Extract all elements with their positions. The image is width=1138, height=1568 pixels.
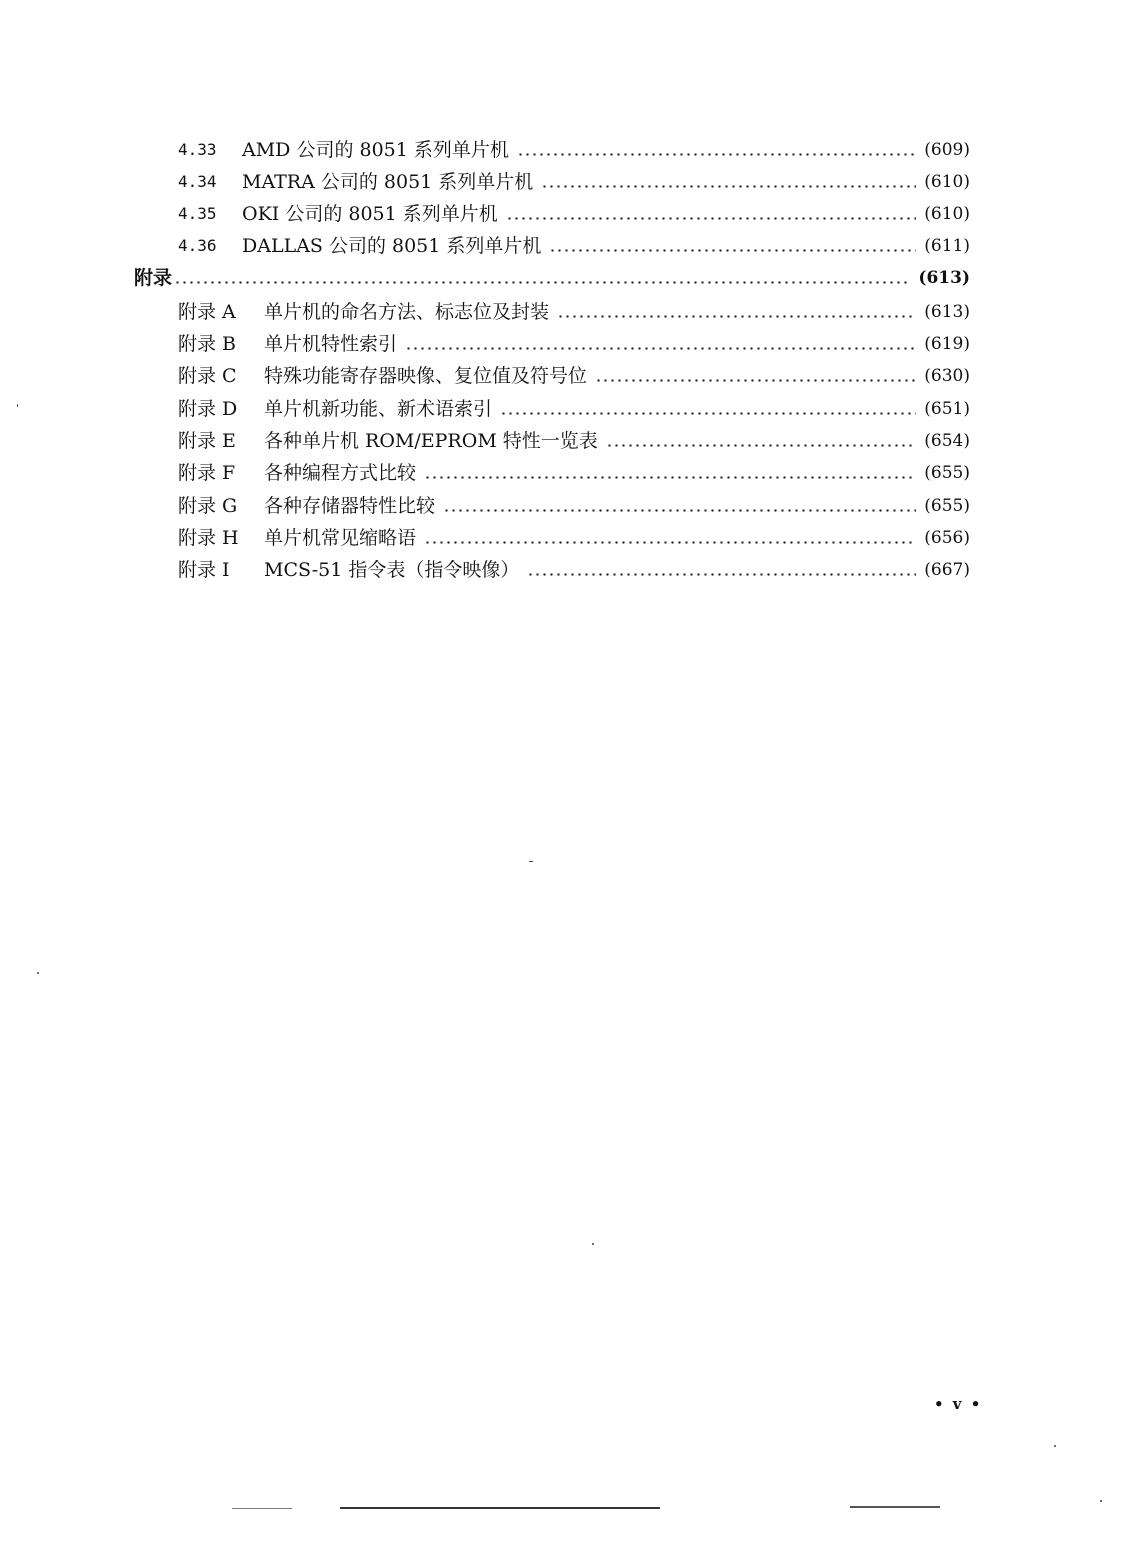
toc-entry[interactable] <box>178 522 970 550</box>
toc-entry[interactable] <box>178 328 970 356</box>
appendix-label: 附录 I <box>178 559 230 581</box>
page-reference: (630) <box>924 366 970 386</box>
dot-leader <box>549 249 916 252</box>
dot-leader <box>606 444 916 447</box>
toc-entry[interactable] <box>178 166 970 194</box>
page-reference: (654) <box>924 431 970 451</box>
section-number: 4.35 <box>178 204 217 223</box>
scan-speck <box>17 404 18 407</box>
scan-speck <box>1100 1500 1102 1502</box>
toc-entry[interactable] <box>178 230 970 258</box>
appendix-title: 各种存储器特性比较 <box>264 495 436 517</box>
appendix-label: 附录 E <box>178 430 236 452</box>
toc-entry[interactable] <box>178 360 970 388</box>
scan-speck <box>592 1243 594 1245</box>
dot-leader <box>527 573 916 576</box>
dot-leader <box>500 412 916 415</box>
toc-entry[interactable] <box>178 134 970 162</box>
toc-entry[interactable] <box>178 554 970 582</box>
toc-entry[interactable] <box>178 490 970 518</box>
section-title: MATRA 公司的 8051 系列单片机 <box>242 171 534 193</box>
toc-entry-appendix[interactable] <box>134 262 970 290</box>
scan-edge-line <box>340 1507 660 1509</box>
scan-speck <box>37 972 39 974</box>
dot-leader <box>443 509 916 512</box>
scan-speck <box>1054 1445 1056 1447</box>
appendix-label: 附录 D <box>178 398 238 420</box>
appendix-title: 各种编程方式比较 <box>264 462 417 484</box>
appendix-title: 各种单片机 ROM/EPROM 特性一览表 <box>264 430 598 452</box>
page-reference: (655) <box>924 463 970 483</box>
dot-leader <box>541 185 916 188</box>
toc-entry[interactable] <box>178 425 970 453</box>
page-reference: (610) <box>924 172 970 192</box>
dot-leader <box>517 153 916 156</box>
appendix-title: 单片机常见缩略语 <box>264 527 417 549</box>
appendix-title: MCS-51 指令表（指令映像） <box>264 559 520 581</box>
page-reference: (667) <box>924 560 970 580</box>
page-reference: (619) <box>924 334 970 354</box>
toc-entry[interactable] <box>178 198 970 226</box>
page-reference: (655) <box>924 496 970 516</box>
scan-speck <box>529 861 533 862</box>
toc-entry[interactable] <box>178 393 970 421</box>
dot-leader <box>424 541 916 544</box>
appendix-title: 特殊功能寄存器映像、复位值及符号位 <box>264 365 588 387</box>
scan-edge-line <box>850 1506 940 1508</box>
toc-entry[interactable] <box>178 457 970 485</box>
chapter-title: 附录 <box>134 267 173 289</box>
scan-edge-line <box>232 1508 292 1509</box>
page-reference: (656) <box>924 528 970 548</box>
appendix-title: 单片机特性索引 <box>264 333 398 355</box>
page-reference: (609) <box>924 140 970 160</box>
page-reference: (613) <box>924 302 970 322</box>
page-reference: (613) <box>918 268 970 288</box>
page-reference: (651) <box>924 399 970 419</box>
appendix-label: 附录 G <box>178 495 238 517</box>
appendix-title: 单片机的命名方法、标志位及封装 <box>264 301 550 323</box>
dot-leader <box>405 347 916 350</box>
page-number: • v • <box>934 1395 983 1413</box>
toc-entry[interactable] <box>178 296 970 324</box>
appendix-label: 附录 F <box>178 462 236 484</box>
page-reference: (610) <box>924 204 970 224</box>
section-title: DALLAS 公司的 8051 系列单片机 <box>242 235 542 257</box>
appendix-label: 附录 C <box>178 365 237 387</box>
dot-leader <box>174 281 910 284</box>
dot-leader <box>557 315 916 318</box>
dot-leader <box>506 217 917 220</box>
appendix-title: 单片机新功能、新术语索引 <box>264 398 493 420</box>
appendix-label: 附录 B <box>178 333 237 355</box>
dot-leader <box>595 379 916 382</box>
section-number: 4.34 <box>178 172 217 191</box>
page-reference: (611) <box>924 236 970 256</box>
section-title: AMD 公司的 8051 系列单片机 <box>242 139 509 161</box>
appendix-label: 附录 A <box>178 301 236 323</box>
appendix-label: 附录 H <box>178 527 239 549</box>
section-number: 4.33 <box>178 140 217 159</box>
section-title: OKI 公司的 8051 系列单片机 <box>242 203 498 225</box>
dot-leader <box>424 476 916 479</box>
section-number: 4.36 <box>178 236 217 255</box>
